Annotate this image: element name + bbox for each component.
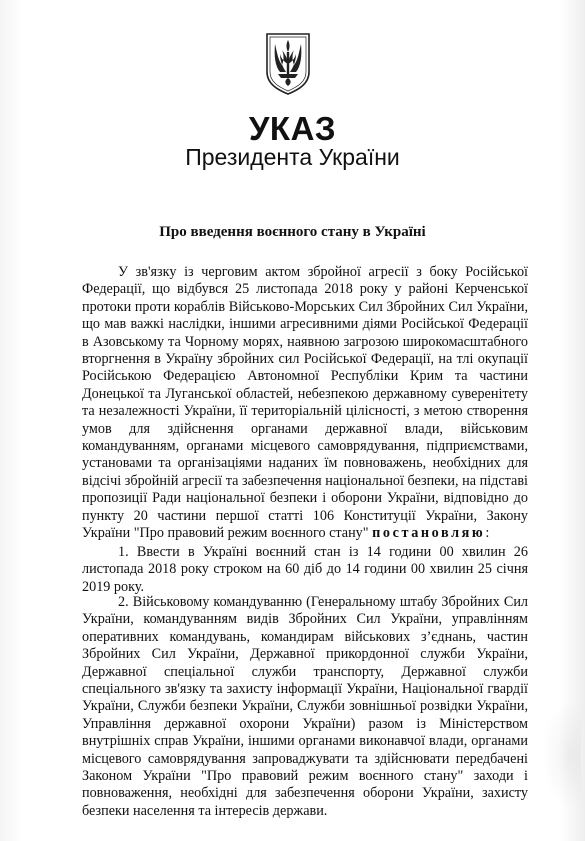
preamble-text: У зв'язку із черговим актом збройної агресії з боку Російської Федерації, що відбувся 25 листопада 2018 року у районі Керченської протоки проти кораблів Військово-Морських Сил Збройних Сил України, що мав важкі наслідки, іншими агресивними діями Російської Федерації в Азовському та Чорному морях, наявною загрозою широкомасштабного вторгнення в Україну збройних сил Російської Федерації, на тлі окупації Російською Федерацією Автономної Республіки Крим та частини Донецької та Луганської областей, небезпекою державному суверенітету та незалежності України, її територіальній цілісності, з метою створення умов для здійснення органами державної влади, військовим командуванням, органами місцевого самоврядування, підприємствами, установами та організаціями наданих їм повноважень, необхідних для відсічі збройній агресії та забезпечення національної безпеки, на підставі пропозиції Ради національної безпеки і оборони України, відповідно до пункту 20 частини першої статті 106 Конституції України, Закону України "Про правовий режим воєнного стану": [82, 264, 528, 542]
document-title: УКАЗ: [248, 110, 337, 147]
decree-word: постановляю: [372, 525, 486, 542]
item-2-paragraph: [82, 594, 528, 820]
document-subtitle: Президента України: [185, 144, 400, 170]
decree-heading: Про введення воєнного стану в Україні: [159, 224, 426, 240]
item-2-text: 2. Військовому командуванню (Генеральному штабу Збройних Сил України, командуванням видів Збройних Сил України, управлінням оперативних командувань, командирам військових з’єднань, частин Збройних Сил України, Державної прикордонної служби України, Державної спеціальної служби транспорту, Державної служби спеціального зв'язку та захисту інформації України, Національної гвардії України, Служби безпеки України, Служби зовнішньої розвідки України, Управління державної охорони України) разом із Міністерством внутрішніх справ України, іншими органами виконавчої влади, органами місцевого самоврядування запроваджувати та здійснювати передбачені Законом України "Про правовий режим воєнного стану" заходи і повноваження, необхідні для забезпечення оборони України, захисту безпеки населення та інтересів держави.: [82, 594, 528, 819]
scan-shadow: [541, 700, 581, 810]
decree-colon: :: [485, 525, 490, 542]
preamble-paragraph: [82, 264, 528, 543]
trident-coat-of-arms-icon: [264, 32, 312, 96]
item-1-paragraph: [82, 544, 528, 596]
item-1-text: 1. Ввести в Україні воєнний стан із 14 години 00 хвилин 26 листопада 2018 року строком на 60 діб до 14 години 00 хвилин 25 січня 2019 року.: [82, 544, 528, 595]
